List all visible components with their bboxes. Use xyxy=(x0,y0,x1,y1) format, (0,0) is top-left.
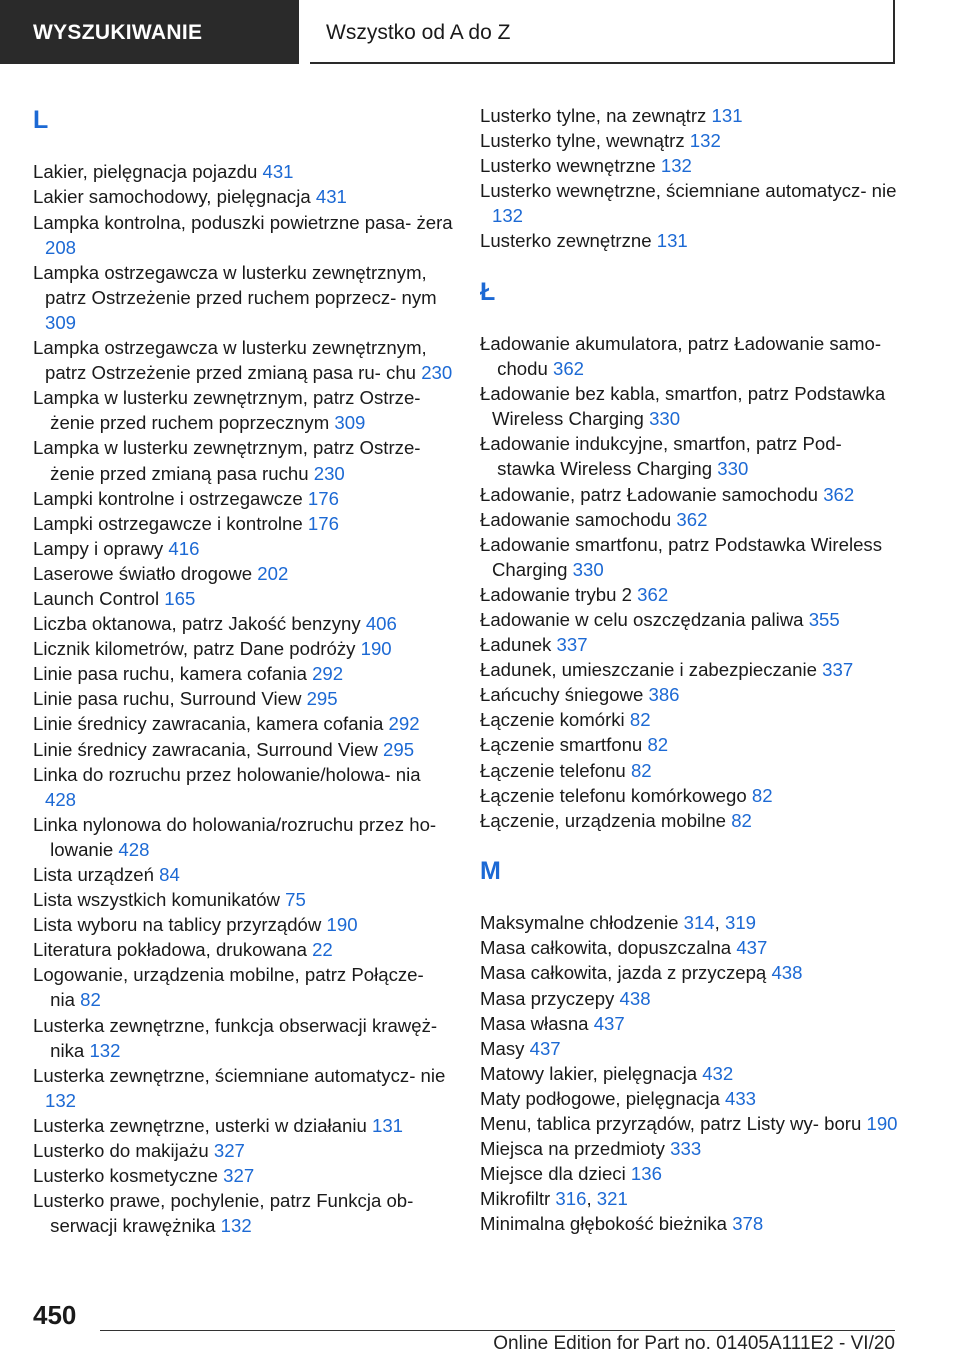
page-link[interactable]: 176 xyxy=(307,512,339,534)
index-entry xyxy=(480,178,900,228)
index-term: Ładowanie, patrz Ładowanie samochodu xyxy=(480,483,819,505)
page-link[interactable]: 165 xyxy=(164,587,196,609)
page-link[interactable]: 438 xyxy=(771,962,803,984)
page-link[interactable]: 295 xyxy=(383,738,415,760)
index-term: Ładowanie akumulatora, patrz Ładowanie samo- chodu xyxy=(480,332,882,380)
index-term: Ładowanie bez kabla, smartfon, patrz Podstawka Wireless Charging xyxy=(480,383,886,430)
index-entry xyxy=(480,431,900,481)
index-entry xyxy=(33,486,453,511)
index-term: Lusterko zewnętrzne xyxy=(480,230,652,252)
index-term: Maty podłogowe, pielęgnacja xyxy=(480,1087,720,1109)
index-entry xyxy=(33,636,453,661)
index-term: Masy xyxy=(480,1037,525,1059)
index-term: Matowy lakier, pielęgnacja xyxy=(480,1062,698,1084)
index-term: Łączenie telefonu xyxy=(480,759,626,781)
index-entry xyxy=(33,937,453,962)
index-term: Linie pasa ruchu, kamera cofania xyxy=(33,663,307,685)
page-link[interactable]: 327 xyxy=(213,1140,245,1162)
page-link[interactable]: 309 xyxy=(334,412,366,434)
index-entry xyxy=(33,586,453,611)
index-term: Ładowanie trybu 2 xyxy=(480,583,632,605)
index-term: Lampka ostrzegawcza w lusterku zewnętrznym, patrz Ostrzeżenie przed ruchem poprzecz- nym xyxy=(33,261,437,308)
index-term: Masa własna xyxy=(480,1012,589,1034)
page-link[interactable]: 321 xyxy=(596,1188,628,1210)
index-term: Linie pasa ruchu, Surround View xyxy=(33,688,302,710)
index-term: Lampka w lusterku zewnętrznym, patrz Ostrze- żenie przed zmianą pasa ruchu xyxy=(33,437,421,484)
index-entry xyxy=(480,128,900,153)
index-term: Lusterka zewnętrzne, ściemniane automatycz- nie xyxy=(33,1064,446,1086)
index-entry xyxy=(33,762,453,812)
page-link[interactable]: 416 xyxy=(168,537,200,559)
index-entry xyxy=(33,335,453,385)
page-link[interactable]: 131 xyxy=(711,105,743,126)
page-link[interactable]: 295 xyxy=(306,688,338,710)
index-term: Lusterko prawe, pochylenie, patrz Funkcja ob- serwacji krawężnika xyxy=(33,1190,414,1237)
page-link[interactable]: 292 xyxy=(312,663,344,685)
index-term: Launch Control xyxy=(33,587,160,609)
page-link[interactable]: 333 xyxy=(670,1138,702,1160)
index-term: Ładowanie w celu oszczędzania paliwa xyxy=(480,608,804,630)
tab-search[interactable]: WYSZUKIWANIE xyxy=(0,0,299,64)
index-term: Masa całkowita, dopuszczalna xyxy=(480,937,732,959)
index-entry xyxy=(33,1063,453,1113)
index-term: Lusterko tylne, na zewnątrz xyxy=(480,105,707,126)
index-term: Mikrofiltr xyxy=(480,1188,551,1210)
index-column-left xyxy=(33,103,453,1238)
index-entry xyxy=(33,511,453,536)
page-header xyxy=(0,0,960,66)
index-entry xyxy=(480,1136,900,1161)
index-term: Lampy i oprawy xyxy=(33,537,164,559)
index-entry xyxy=(33,1013,453,1063)
index-term: Liczba oktanowa, patrz Jakość benzyny xyxy=(33,613,361,635)
footer-divider xyxy=(100,1330,895,1331)
index-entry xyxy=(480,103,900,128)
index-entry xyxy=(33,912,453,937)
index-term: Lusterko wewnętrzne xyxy=(480,155,656,177)
index-term: Linie średnicy zawracania, Surround View xyxy=(33,738,378,760)
page-link[interactable]: 330 xyxy=(649,408,681,430)
index-entry xyxy=(480,228,900,253)
index-entry xyxy=(480,532,900,582)
tab-a-to-z[interactable]: Wszystko od A do Z xyxy=(310,0,895,64)
page-link[interactable]: 292 xyxy=(388,713,420,735)
index-term: Linka do rozruchu przez holowanie/holowa- nia xyxy=(33,763,421,785)
page-separator: , xyxy=(714,912,725,934)
index-term: Ładowanie indukcyjne, smartfon, patrz Pod- stawka Wireless Charging xyxy=(480,433,842,480)
page-link[interactable]: 337 xyxy=(556,634,588,656)
index-term: Lakier samochodowy, pielęgnacja xyxy=(33,186,311,208)
index-term: Lampka kontrolna, poduszki powietrzne pasa- żera xyxy=(33,211,453,233)
index-term: Masa całkowita, jazda z przyczepą xyxy=(480,962,767,984)
index-term: Lista wszystkich komunikatów xyxy=(33,889,280,911)
index-term: Ładowanie smartfonu, patrz Podstawka Wireless Charging xyxy=(480,533,883,580)
page-link[interactable]: 190 xyxy=(326,914,358,936)
page-link[interactable]: 84 xyxy=(159,864,180,886)
page-link[interactable]: 406 xyxy=(365,613,397,635)
index-term: Menu, tablica przyrządów, patrz Listy wy- boru xyxy=(480,1112,862,1134)
index-term: Łączenie, urządzenia mobilne xyxy=(480,809,727,831)
index-entry xyxy=(480,657,900,682)
index-term: Literatura pokładowa, drukowana xyxy=(33,939,307,961)
page-link[interactable]: 314 xyxy=(683,912,715,934)
page-link[interactable]: 132 xyxy=(220,1215,252,1237)
index-term: Lusterka zewnętrzne, usterki w działaniu xyxy=(33,1114,367,1136)
index-term: Lusterko do makijażu xyxy=(33,1140,209,1162)
page-link[interactable]: 309 xyxy=(45,311,77,333)
index-entry xyxy=(33,536,453,561)
index-letter-heading: M xyxy=(480,856,501,885)
page-link[interactable]: 428 xyxy=(118,838,150,860)
index-entry xyxy=(480,582,900,607)
page-link[interactable]: 190 xyxy=(360,638,392,660)
page-link[interactable]: 362 xyxy=(553,358,585,380)
index-entry xyxy=(480,682,900,707)
page-link[interactable]: 82 xyxy=(80,989,101,1011)
index-entry xyxy=(33,611,453,636)
index-entry xyxy=(33,812,453,862)
page-link[interactable]: 131 xyxy=(656,230,688,252)
page-link[interactable]: 355 xyxy=(808,608,840,630)
index-entry xyxy=(33,385,453,435)
index-term: Łańcuchy śniegowe xyxy=(480,684,644,706)
index-entry xyxy=(480,935,900,960)
index-entry xyxy=(480,758,900,783)
index-entry xyxy=(480,1061,900,1086)
edition-note: Online Edition for Part no. 01405A111E2 - VI/20 xyxy=(493,1333,895,1354)
index-entry xyxy=(480,910,900,935)
index-term: Miejsce dla dzieci xyxy=(480,1163,626,1185)
index-entry xyxy=(480,507,900,532)
page-link[interactable]: 176 xyxy=(307,487,339,509)
page-link[interactable]: 22 xyxy=(312,939,333,961)
page-link[interactable]: 362 xyxy=(637,583,669,605)
page-link[interactable]: 431 xyxy=(315,186,347,208)
index-entry xyxy=(480,707,900,732)
index-entry xyxy=(480,1161,900,1186)
page-link[interactable]: 132 xyxy=(660,155,692,177)
page-link[interactable]: 132 xyxy=(45,1089,77,1111)
page-link[interactable]: 75 xyxy=(285,889,306,911)
index-term: Lakier, pielęgnacja pojazdu xyxy=(33,161,258,183)
index-entry xyxy=(480,482,900,507)
index-entry xyxy=(33,1138,453,1163)
index-column-right xyxy=(480,103,900,1236)
index-term: Lista wyboru na tablicy przyrządów xyxy=(33,914,322,936)
index-letter-heading: Ł xyxy=(480,277,496,306)
index-term: Masa przyczepy xyxy=(480,987,615,1009)
page-link[interactable]: 337 xyxy=(822,659,854,681)
index-entry xyxy=(480,1086,900,1111)
index-entry xyxy=(33,1188,453,1238)
page-link[interactable]: 362 xyxy=(676,508,708,530)
index-entry xyxy=(480,732,900,757)
index-entry xyxy=(33,887,453,912)
index-entry xyxy=(33,159,453,184)
index-term: Linka nylonowa do holowania/rozruchu przez ho- lowanie xyxy=(33,813,437,860)
index-term: Ładunek, umieszczanie i zabezpieczanie xyxy=(480,659,817,681)
page-link[interactable]: 431 xyxy=(262,161,294,183)
index-term: Licznik kilometrów, patrz Dane podróży xyxy=(33,638,356,660)
page-link[interactable]: 330 xyxy=(572,558,604,580)
index-term: Maksymalne chłodzenie xyxy=(480,912,679,934)
page-link[interactable]: 433 xyxy=(724,1087,757,1109)
index-entry xyxy=(480,1211,900,1236)
index-entry xyxy=(480,1011,900,1036)
index-term: Łączenie telefonu komórkowego xyxy=(480,784,747,806)
page-link[interactable]: 428 xyxy=(45,788,77,810)
page-link[interactable]: 432 xyxy=(702,1062,734,1084)
page-link[interactable]: 386 xyxy=(648,684,680,706)
index-entry xyxy=(33,737,453,762)
index-entry xyxy=(480,808,900,833)
page-number: 450 xyxy=(33,1300,77,1330)
index-term: Ładowanie samochodu xyxy=(480,508,672,530)
index-entry xyxy=(33,686,453,711)
index-term: Lusterko wewnętrzne, ściemniane automatycz- nie xyxy=(480,180,897,202)
index-term: Lusterko tylne, wewnątrz xyxy=(480,130,685,152)
page-link[interactable]: 208 xyxy=(45,236,77,258)
index-entry xyxy=(480,331,900,381)
page-link[interactable]: 437 xyxy=(593,1012,625,1034)
page-link[interactable]: 190 xyxy=(866,1112,898,1134)
index-term: Ładunek xyxy=(480,634,552,656)
page-link[interactable]: 132 xyxy=(492,205,524,227)
index-entry xyxy=(33,561,453,586)
index-term: Lusterka zewnętrzne, funkcja obserwacji krawęż- nika xyxy=(33,1014,438,1061)
index-entry xyxy=(480,1186,900,1211)
page-link[interactable]: 132 xyxy=(689,130,721,152)
index-term: Lampki ostrzegawcze i kontrolne xyxy=(33,512,303,534)
index-entry xyxy=(33,210,453,260)
index-entry xyxy=(480,1111,900,1136)
page-link[interactable]: 230 xyxy=(421,362,453,384)
page-link[interactable]: 438 xyxy=(619,987,651,1009)
page-link[interactable]: 230 xyxy=(313,462,345,484)
index-term: Łączenie smartfonu xyxy=(480,734,643,756)
index-entry xyxy=(33,435,453,485)
page-link[interactable]: 437 xyxy=(736,937,768,959)
page-link[interactable]: 82 xyxy=(751,784,773,806)
index-term: Logowanie, urządzenia mobilne, patrz Połącze- nia xyxy=(33,964,424,1011)
index-entry xyxy=(33,661,453,686)
index-entry xyxy=(480,783,900,808)
index-letter-heading: L xyxy=(33,106,49,134)
page-link[interactable]: 131 xyxy=(372,1114,404,1136)
index-entry xyxy=(480,632,900,657)
index-term: Łączenie komórki xyxy=(480,709,625,731)
page-link[interactable]: 82 xyxy=(731,809,752,831)
page-separator: , xyxy=(586,1188,597,1210)
index-term: Lusterko kosmetyczne xyxy=(33,1165,218,1187)
index-term: Linie średnicy zawracania, kamera cofania xyxy=(33,713,384,735)
index-entry xyxy=(480,960,900,985)
index-entry xyxy=(480,986,900,1011)
index-term: Lampka ostrzegawcza w lusterku zewnętrznym, patrz Ostrzeżenie przed zmianą pasa ru- chu xyxy=(33,337,427,384)
page-link[interactable]: 327 xyxy=(223,1165,255,1187)
index-entry xyxy=(33,1163,453,1188)
index-term: Lista urządzeń xyxy=(33,864,154,886)
index-entry xyxy=(33,1113,453,1138)
page-link[interactable]: 132 xyxy=(89,1039,121,1061)
index-entry xyxy=(33,711,453,736)
index-term: Lampka w lusterku zewnętrznym, patrz Ostrze- żenie przed ruchem poprzecznym xyxy=(33,387,421,434)
index-term: Lampki kontrolne i ostrzegawcze xyxy=(33,487,303,509)
index-entry xyxy=(480,153,900,178)
page-link[interactable]: 378 xyxy=(732,1213,764,1235)
index-entry xyxy=(33,862,453,887)
page-link[interactable]: 330 xyxy=(717,458,749,480)
page-link[interactable]: 136 xyxy=(630,1163,662,1185)
page-link[interactable]: 362 xyxy=(823,483,855,505)
index-entry xyxy=(33,184,453,209)
page-link[interactable]: 202 xyxy=(257,562,289,584)
page-link[interactable]: 82 xyxy=(647,734,669,756)
index-entry xyxy=(33,260,453,335)
index-entry xyxy=(480,1036,900,1061)
page-link[interactable]: 82 xyxy=(630,759,652,781)
page-link[interactable]: 437 xyxy=(529,1037,561,1059)
page-link[interactable]: 316 xyxy=(555,1188,587,1210)
index-entry xyxy=(480,607,900,632)
index-term: Laserowe światło drogowe xyxy=(33,562,253,584)
index-term: Miejsca na przedmioty xyxy=(480,1138,665,1160)
page-link[interactable]: 82 xyxy=(629,709,651,731)
index-entry xyxy=(33,962,453,1012)
page-link[interactable]: 319 xyxy=(724,912,757,934)
index-term: Minimalna głębokość bieżnika xyxy=(480,1213,728,1235)
index-entry xyxy=(480,381,900,431)
